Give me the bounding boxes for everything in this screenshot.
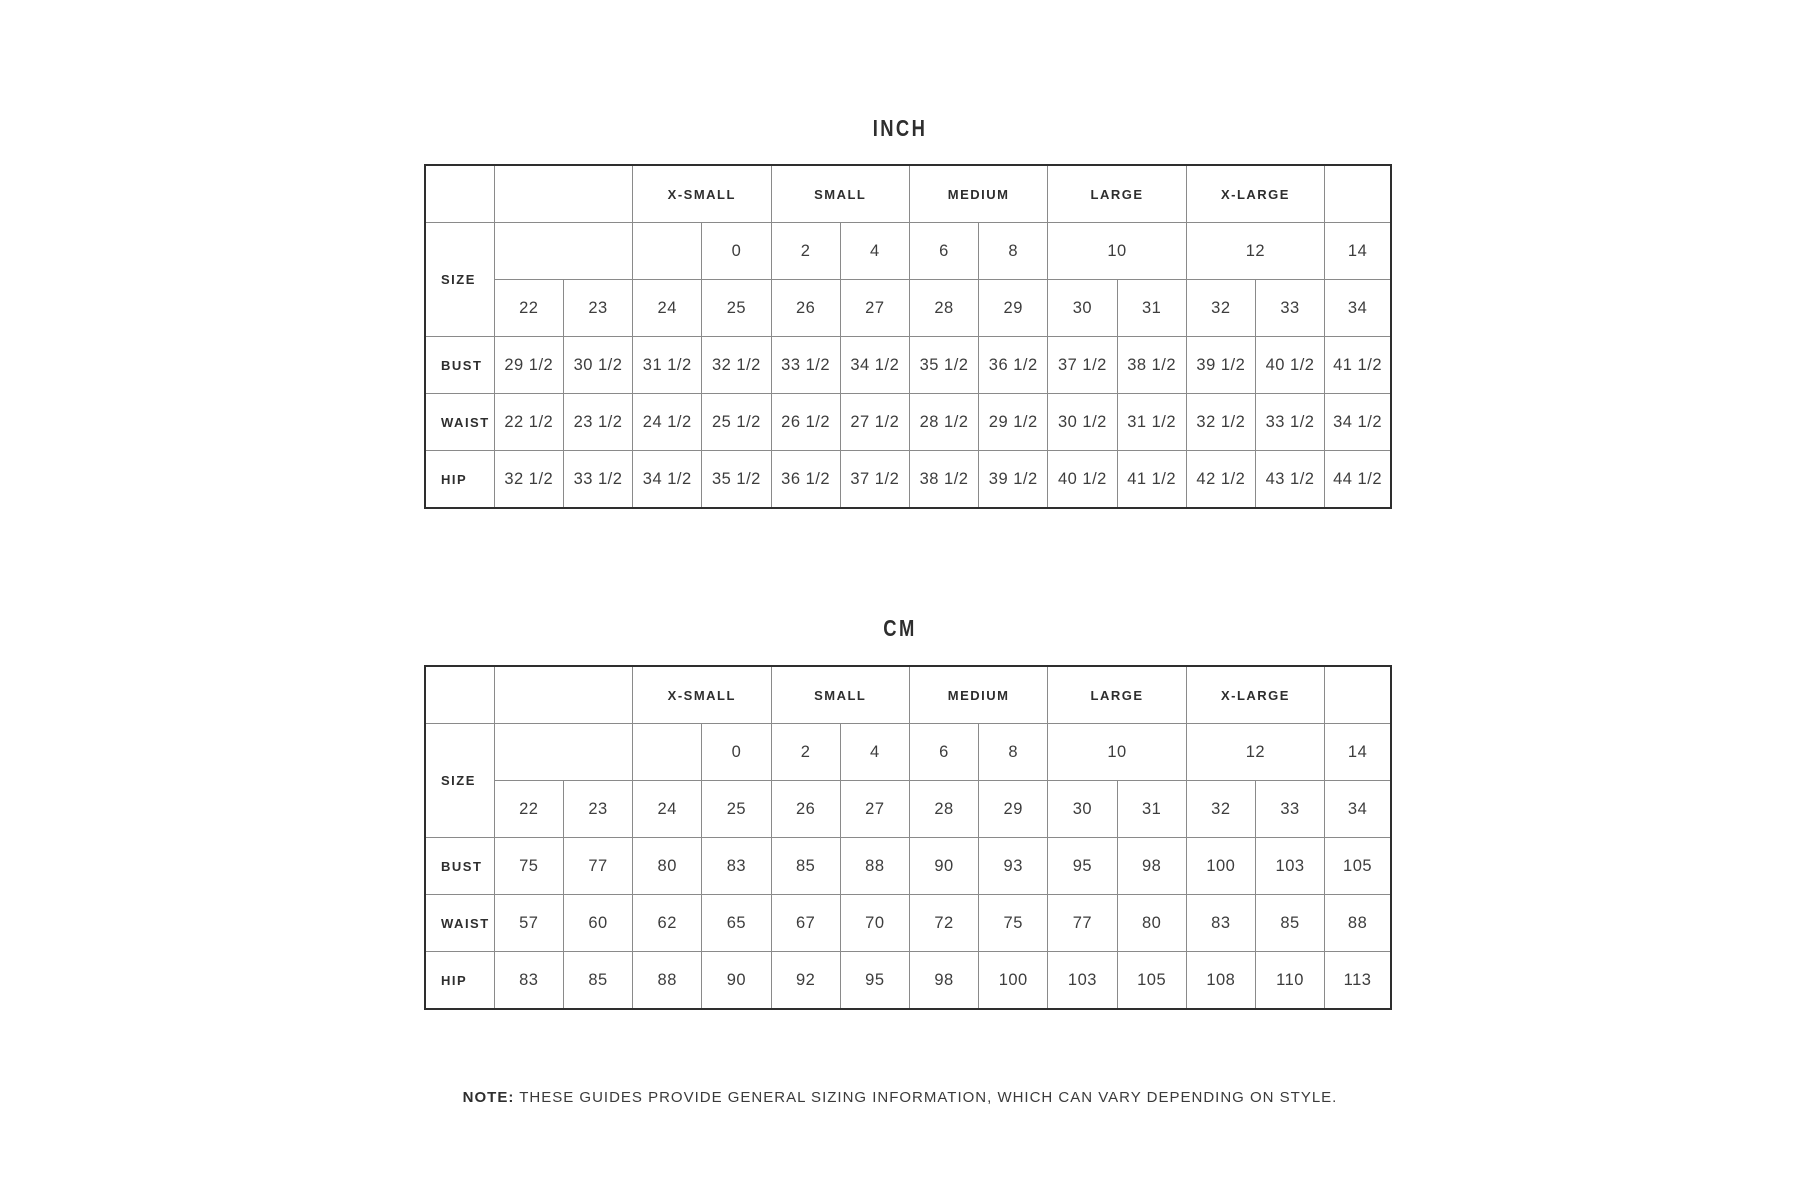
table-cell: 29 1/2 <box>494 337 563 394</box>
numeric-size-cell: 33 <box>1255 280 1324 337</box>
table-cell: 39 1/2 <box>1186 337 1255 394</box>
numeric-size-cell: 32 <box>1186 280 1255 337</box>
table-cell: 88 <box>1325 895 1391 952</box>
table-cell: 85 <box>563 952 632 1010</box>
numeric-size-cell: 25 <box>702 280 771 337</box>
numeric-size-cell: 23 <box>563 280 632 337</box>
numeric-size-cell: 24 <box>633 781 702 838</box>
table-cell: 77 <box>1048 895 1117 952</box>
table-cell: 30 1/2 <box>1048 394 1117 451</box>
group-header: X-SMALL <box>633 666 771 724</box>
group-header: LARGE <box>1048 666 1186 724</box>
numeric-size-cell: 32 <box>1186 781 1255 838</box>
table-cell: 31 1/2 <box>633 337 702 394</box>
table-cell: 113 <box>1325 952 1391 1010</box>
table-cell: 90 <box>702 952 771 1010</box>
table-cell: 36 1/2 <box>979 337 1048 394</box>
table-row <box>425 451 1391 509</box>
table-cell: 105 <box>1325 838 1391 895</box>
table-cell: 88 <box>633 952 702 1010</box>
numeric-size-cell: 26 <box>771 280 840 337</box>
row-label: SIZE <box>425 223 494 337</box>
us-size-cell: 4 <box>840 724 909 781</box>
table-cell: 33 1/2 <box>1255 394 1324 451</box>
table-cell: 103 <box>1048 952 1117 1010</box>
numeric-size-cell: 29 <box>979 781 1048 838</box>
table-cell <box>494 666 632 724</box>
table-cell: 24 1/2 <box>633 394 702 451</box>
numeric-size-cell: 34 <box>1325 781 1391 838</box>
table-cell: 98 <box>909 952 978 1010</box>
group-header: X-LARGE <box>1186 666 1324 724</box>
us-size-cell: 8 <box>979 223 1048 280</box>
table-row <box>425 895 1391 952</box>
section-title-inch: INCH <box>872 115 928 141</box>
table-cell: 100 <box>979 952 1048 1010</box>
table-cell: 85 <box>771 838 840 895</box>
table-cell: 36 1/2 <box>771 451 840 509</box>
table-cell: 41 1/2 <box>1325 337 1391 394</box>
table-cell: 77 <box>563 838 632 895</box>
numeric-size-cell: 25 <box>702 781 771 838</box>
table-cell: 92 <box>771 952 840 1010</box>
row-label: WAIST <box>425 895 494 952</box>
table-cell <box>494 165 632 223</box>
us-size-cell: 0 <box>702 724 771 781</box>
table-cell: 72 <box>909 895 978 952</box>
row-label: HIP <box>425 952 494 1010</box>
us-size-cell: 12 <box>1186 223 1324 280</box>
us-size-cell: 10 <box>1048 223 1186 280</box>
table-cell: 25 1/2 <box>702 394 771 451</box>
numeric-size-cell: 22 <box>494 280 563 337</box>
table-cell: 75 <box>979 895 1048 952</box>
table-cell: 65 <box>702 895 771 952</box>
table-cell: 40 1/2 <box>1048 451 1117 509</box>
table-cell <box>425 165 494 223</box>
table-cell: 103 <box>1255 838 1324 895</box>
numeric-size-cell: 29 <box>979 280 1048 337</box>
table-cell: 33 1/2 <box>563 451 632 509</box>
group-header: SMALL <box>771 165 909 223</box>
table-cell: 40 1/2 <box>1255 337 1324 394</box>
us-size-cell: 6 <box>909 223 978 280</box>
table-cell: 23 1/2 <box>563 394 632 451</box>
table-cell: 70 <box>840 895 909 952</box>
numeric-size-cell: 34 <box>1325 280 1391 337</box>
row-label: BUST <box>425 337 494 394</box>
table-cell: 38 1/2 <box>909 451 978 509</box>
note-label: NOTE: <box>462 1089 515 1106</box>
table-cell: 35 1/2 <box>909 337 978 394</box>
table-cell <box>494 724 632 781</box>
us-size-cell: 6 <box>909 724 978 781</box>
table-cell: 31 1/2 <box>1117 394 1186 451</box>
table-cell: 80 <box>633 838 702 895</box>
table-cell: 57 <box>494 895 563 952</box>
group-header: X-SMALL <box>633 165 771 223</box>
row-label: HIP <box>425 451 494 509</box>
row-label: WAIST <box>425 394 494 451</box>
table-cell: 30 1/2 <box>563 337 632 394</box>
us-size-cell: 2 <box>771 724 840 781</box>
table-cell: 62 <box>633 895 702 952</box>
numeric-size-cell: 26 <box>771 781 840 838</box>
table-cell: 83 <box>1186 895 1255 952</box>
us-size-cell: 0 <box>702 223 771 280</box>
us-size-cell: 4 <box>840 223 909 280</box>
table-row <box>425 394 1391 451</box>
us-size-cell: 8 <box>979 724 1048 781</box>
table-cell: 80 <box>1117 895 1186 952</box>
table-cell: 37 1/2 <box>1048 337 1117 394</box>
table-cell <box>494 223 632 280</box>
us-size-cell: 14 <box>1325 724 1391 781</box>
table-row <box>425 952 1391 1010</box>
table-row <box>425 223 1391 280</box>
table-cell: 110 <box>1255 952 1324 1010</box>
table-cell: 34 1/2 <box>633 451 702 509</box>
numeric-size-cell: 33 <box>1255 781 1324 838</box>
numeric-size-cell: 31 <box>1117 280 1186 337</box>
table-row <box>425 781 1391 838</box>
table-row <box>425 165 1391 223</box>
table-cell: 83 <box>702 838 771 895</box>
row-label: BUST <box>425 838 494 895</box>
table-cell: 38 1/2 <box>1117 337 1186 394</box>
table-row <box>425 666 1391 724</box>
table-cell: 43 1/2 <box>1255 451 1324 509</box>
table-cell: 93 <box>979 838 1048 895</box>
table-cell: 67 <box>771 895 840 952</box>
table-row <box>425 724 1391 781</box>
table-cell: 88 <box>840 838 909 895</box>
table-cell: 32 1/2 <box>1186 394 1255 451</box>
numeric-size-cell: 31 <box>1117 781 1186 838</box>
sizing-note <box>0 1089 1800 1106</box>
table-cell: 83 <box>494 952 563 1010</box>
table-cell: 95 <box>1048 838 1117 895</box>
numeric-size-cell: 28 <box>909 781 978 838</box>
group-header: MEDIUM <box>909 666 1047 724</box>
size-table-inch <box>424 164 1392 509</box>
row-label: SIZE <box>425 724 494 838</box>
numeric-size-cell: 22 <box>494 781 563 838</box>
numeric-size-cell: 27 <box>840 280 909 337</box>
table-cell: 85 <box>1255 895 1324 952</box>
size-table-cm <box>424 665 1392 1010</box>
table-cell: 26 1/2 <box>771 394 840 451</box>
us-size-cell: 12 <box>1186 724 1324 781</box>
table-cell: 90 <box>909 838 978 895</box>
table-cell: 105 <box>1117 952 1186 1010</box>
numeric-size-cell: 23 <box>563 781 632 838</box>
table-row <box>425 337 1391 394</box>
numeric-size-cell: 24 <box>633 280 702 337</box>
numeric-size-cell: 30 <box>1048 280 1117 337</box>
table-cell: 108 <box>1186 952 1255 1010</box>
table-cell: 35 1/2 <box>702 451 771 509</box>
table-cell <box>633 223 702 280</box>
table-cell: 37 1/2 <box>840 451 909 509</box>
table-cell: 41 1/2 <box>1117 451 1186 509</box>
table-cell: 33 1/2 <box>771 337 840 394</box>
table-cell: 95 <box>840 952 909 1010</box>
numeric-size-cell: 27 <box>840 781 909 838</box>
table-cell <box>1325 666 1391 724</box>
table-cell: 22 1/2 <box>494 394 563 451</box>
table-cell: 100 <box>1186 838 1255 895</box>
table-cell: 44 1/2 <box>1325 451 1391 509</box>
us-size-cell: 10 <box>1048 724 1186 781</box>
table-cell: 42 1/2 <box>1186 451 1255 509</box>
table-cell <box>633 724 702 781</box>
table-row <box>425 280 1391 337</box>
numeric-size-cell: 28 <box>909 280 978 337</box>
group-header: MEDIUM <box>909 165 1047 223</box>
section-title-cm: CM <box>883 615 917 641</box>
numeric-size-cell: 30 <box>1048 781 1117 838</box>
table-cell <box>425 666 494 724</box>
table-cell: 98 <box>1117 838 1186 895</box>
group-header: LARGE <box>1048 165 1186 223</box>
table-cell: 32 1/2 <box>494 451 563 509</box>
table-row <box>425 838 1391 895</box>
group-header: SMALL <box>771 666 909 724</box>
table-cell: 34 1/2 <box>840 337 909 394</box>
table-cell: 34 1/2 <box>1325 394 1391 451</box>
table-cell: 60 <box>563 895 632 952</box>
table-cell: 28 1/2 <box>909 394 978 451</box>
table-cell: 29 1/2 <box>979 394 1048 451</box>
table-cell <box>1325 165 1391 223</box>
table-cell: 39 1/2 <box>979 451 1048 509</box>
table-cell: 32 1/2 <box>702 337 771 394</box>
table-cell: 75 <box>494 838 563 895</box>
us-size-cell: 14 <box>1325 223 1391 280</box>
us-size-cell: 2 <box>771 223 840 280</box>
table-cell: 27 1/2 <box>840 394 909 451</box>
group-header: X-LARGE <box>1186 165 1324 223</box>
note-text: THESE GUIDES PROVIDE GENERAL SIZING INFORMATION, WHICH CAN VARY DEPENDING ON STYLE. <box>514 1089 1338 1106</box>
